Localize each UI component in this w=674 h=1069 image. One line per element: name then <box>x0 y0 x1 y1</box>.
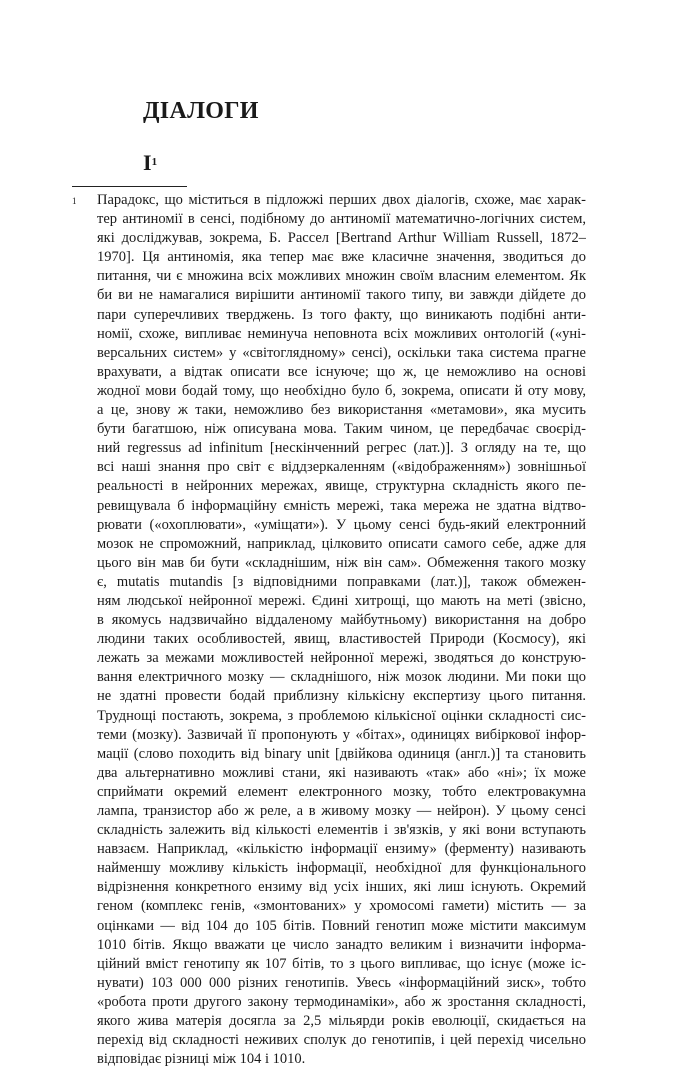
footnote-line: номії, схоже, випливає неминуча неповнота всіх можливих онтологій («уні- <box>97 325 586 342</box>
chapter-footnote-ref: 1 <box>151 156 158 168</box>
footnote-line: 1010 бітів. Якщо вважати це число занадто великим і визначити інформа- <box>97 936 586 953</box>
chapter-numeral: I <box>143 150 152 175</box>
footnote-line: оцінками — від 104 до 105 бітів. Повний генотип може містити максимум <box>97 917 586 934</box>
footnote-line: 1970]. Ця антиномія, яка тепер має вже класичне значення, зводиться до <box>97 249 586 266</box>
footnote-line: відрізнення конкретного ензиму від усіх інших, які лиш існують. Окремий <box>97 879 586 896</box>
footnote-line: мації (слово походить від binary unit [двійкова одиниця (англ.)] та становить <box>97 745 586 762</box>
footnote-line: геном (комплекс генів, «змонтованих» у хромосомі гамети) містить — за <box>97 898 586 915</box>
footnote-line: версальних систем» у «світоглядному» сенсі), оскільки така система прагне <box>97 344 586 361</box>
footnote-line: вання електричного мозку — складнішого, ніж мозок людини. Ми поки що <box>97 669 586 686</box>
footnote-line: ревищувала б інформаційну ємність мережі, така мережа не здатна відтво- <box>97 497 586 514</box>
footnote-line: людини таких особливостей, явищ, властивостей Природи (Космосу), які <box>97 631 586 648</box>
footnote-divider <box>72 186 187 187</box>
footnote-line: є, mutatis mutandis [з відповідними поправками (лат.)], також обмежен- <box>97 573 586 590</box>
footnote-line: реальності в нейронних мережах, явище, структурна складність якого пе- <box>97 478 586 495</box>
footnote-line: «робота проти другого закону термодинаміки», або ж зростання складності, <box>97 993 586 1010</box>
footnote-line: які досліджував, зокрема, Б. Рассел [Bertrand Arthur William Russell, 1872– <box>97 230 586 247</box>
chapter-heading <box>143 150 157 180</box>
footnote-line: Труднощі постають, зокрема, з проблемою кількісної оцінки складності сис- <box>97 707 586 724</box>
footnote-line: нувати) 103 000 000 різних генотипів. Увесь «інформаційний зиск», тобто <box>97 974 586 991</box>
footnote-line: а це, знову ж таки, неможливо без використання «метамови», яка мусить <box>97 402 586 419</box>
footnote-line: врахувати, а відтак описати все існуюче; що ж, це неможливо на основі <box>97 363 586 380</box>
footnote-line: цього він мав би бути «складнішим, ніж він сам». Обмеження такого мозку <box>97 554 586 571</box>
footnote-line: лежать за межами можливостей нейронної мережі, зводяться до конструю- <box>97 650 586 667</box>
footnote-line: найменшу можливу кількість інформації, необхідної для функціонального <box>97 860 586 877</box>
footnote-line: Парадокс, що міститься в підложжі перших двох діалогів, схоже, має харак- <box>97 192 586 208</box>
footnote-line: тер антиномії в сенсі, подібному до антиномії математично-логічних систем, <box>97 211 586 228</box>
footnote-line: теми (мозку). Зазвичай її пропонують у «бітах», одиницях вибіркової інфор- <box>97 726 586 743</box>
footnote-line: ням людської нейронної мережі. Єдині хитрощі, що мають на меті (звісно, <box>97 592 586 609</box>
page-title: ДІАЛОГИ <box>143 98 259 124</box>
footnote-line: сприймати окремий елемент електронного мозку, тобто електровакумна <box>97 783 586 800</box>
footnote-text <box>97 191 586 1069</box>
footnote-line: ний regressus ad infinitum [нескінченний регрес (лат.)]. З огляду на те, що <box>97 440 586 457</box>
footnote-line: пари суперечливих тверджень. Із того факту, що виникають подібні анти- <box>97 306 586 323</box>
footnote-line: лампа, транзистор або ж реле, а в живому мозку — нейрон). У цьому сенсі <box>97 803 586 819</box>
footnote-line: би ви не намагалися вирішити антиномії такого типу, ви завжди дійдете до <box>97 287 586 304</box>
footnote-line: складність залежить від кількості елементів і зв'язків, у які вони вступають <box>97 822 586 839</box>
footnote-line: ційний вміст генотипу як 107 бітів, то з цього випливає, що існує (може іс- <box>97 955 586 972</box>
footnote-line: якого жива матерія досягла за 2,5 мільярди років еволюції, скидається на <box>97 1013 586 1030</box>
footnote-line: рювати («охоплювати», «уміщати»). У цьому сенсі будь-який електронний <box>97 516 586 533</box>
footnote-line: в якомусь надзвичайно віддаленому майбутньому) використання на добро <box>97 612 586 629</box>
footnote-line: не здатні провести бодай приблизну кількісну експертизу цього питання. <box>97 688 586 705</box>
footnote-line: відповідає різниці між 104 і 1010. <box>97 1051 306 1068</box>
footnote-line: жодної мови бодай тому, що необхідно було б, зокрема, описати й оту мову, <box>97 382 586 399</box>
footnote-line: всі наші знання про світ є віддзеркаленням («відображенням») зовнішньої <box>97 459 586 476</box>
footnote-line: перехід від складності неживих сполук до генотипів, і цей перехід чисельно <box>97 1032 586 1049</box>
footnote-line: два альтернативно можливі стани, які називають «так» або «ні»; їх може <box>97 764 586 781</box>
footnote-line: мозок не спроможний, наприклад, цілковито описати самого себе, адже для <box>97 535 586 552</box>
footnote-marker: 1 <box>72 196 77 206</box>
footnote-line: навзаєм. Наприклад, «кількістю інформації ензиму» (ферменту) називають <box>97 841 586 858</box>
footnote-line: бути багатшою, ніж описувана мова. Таким чином, це передбачає своєрід- <box>97 421 586 438</box>
footnote-line: питання, чи є множина всіх можливих множин своїм власним елементом. Як <box>97 268 586 285</box>
